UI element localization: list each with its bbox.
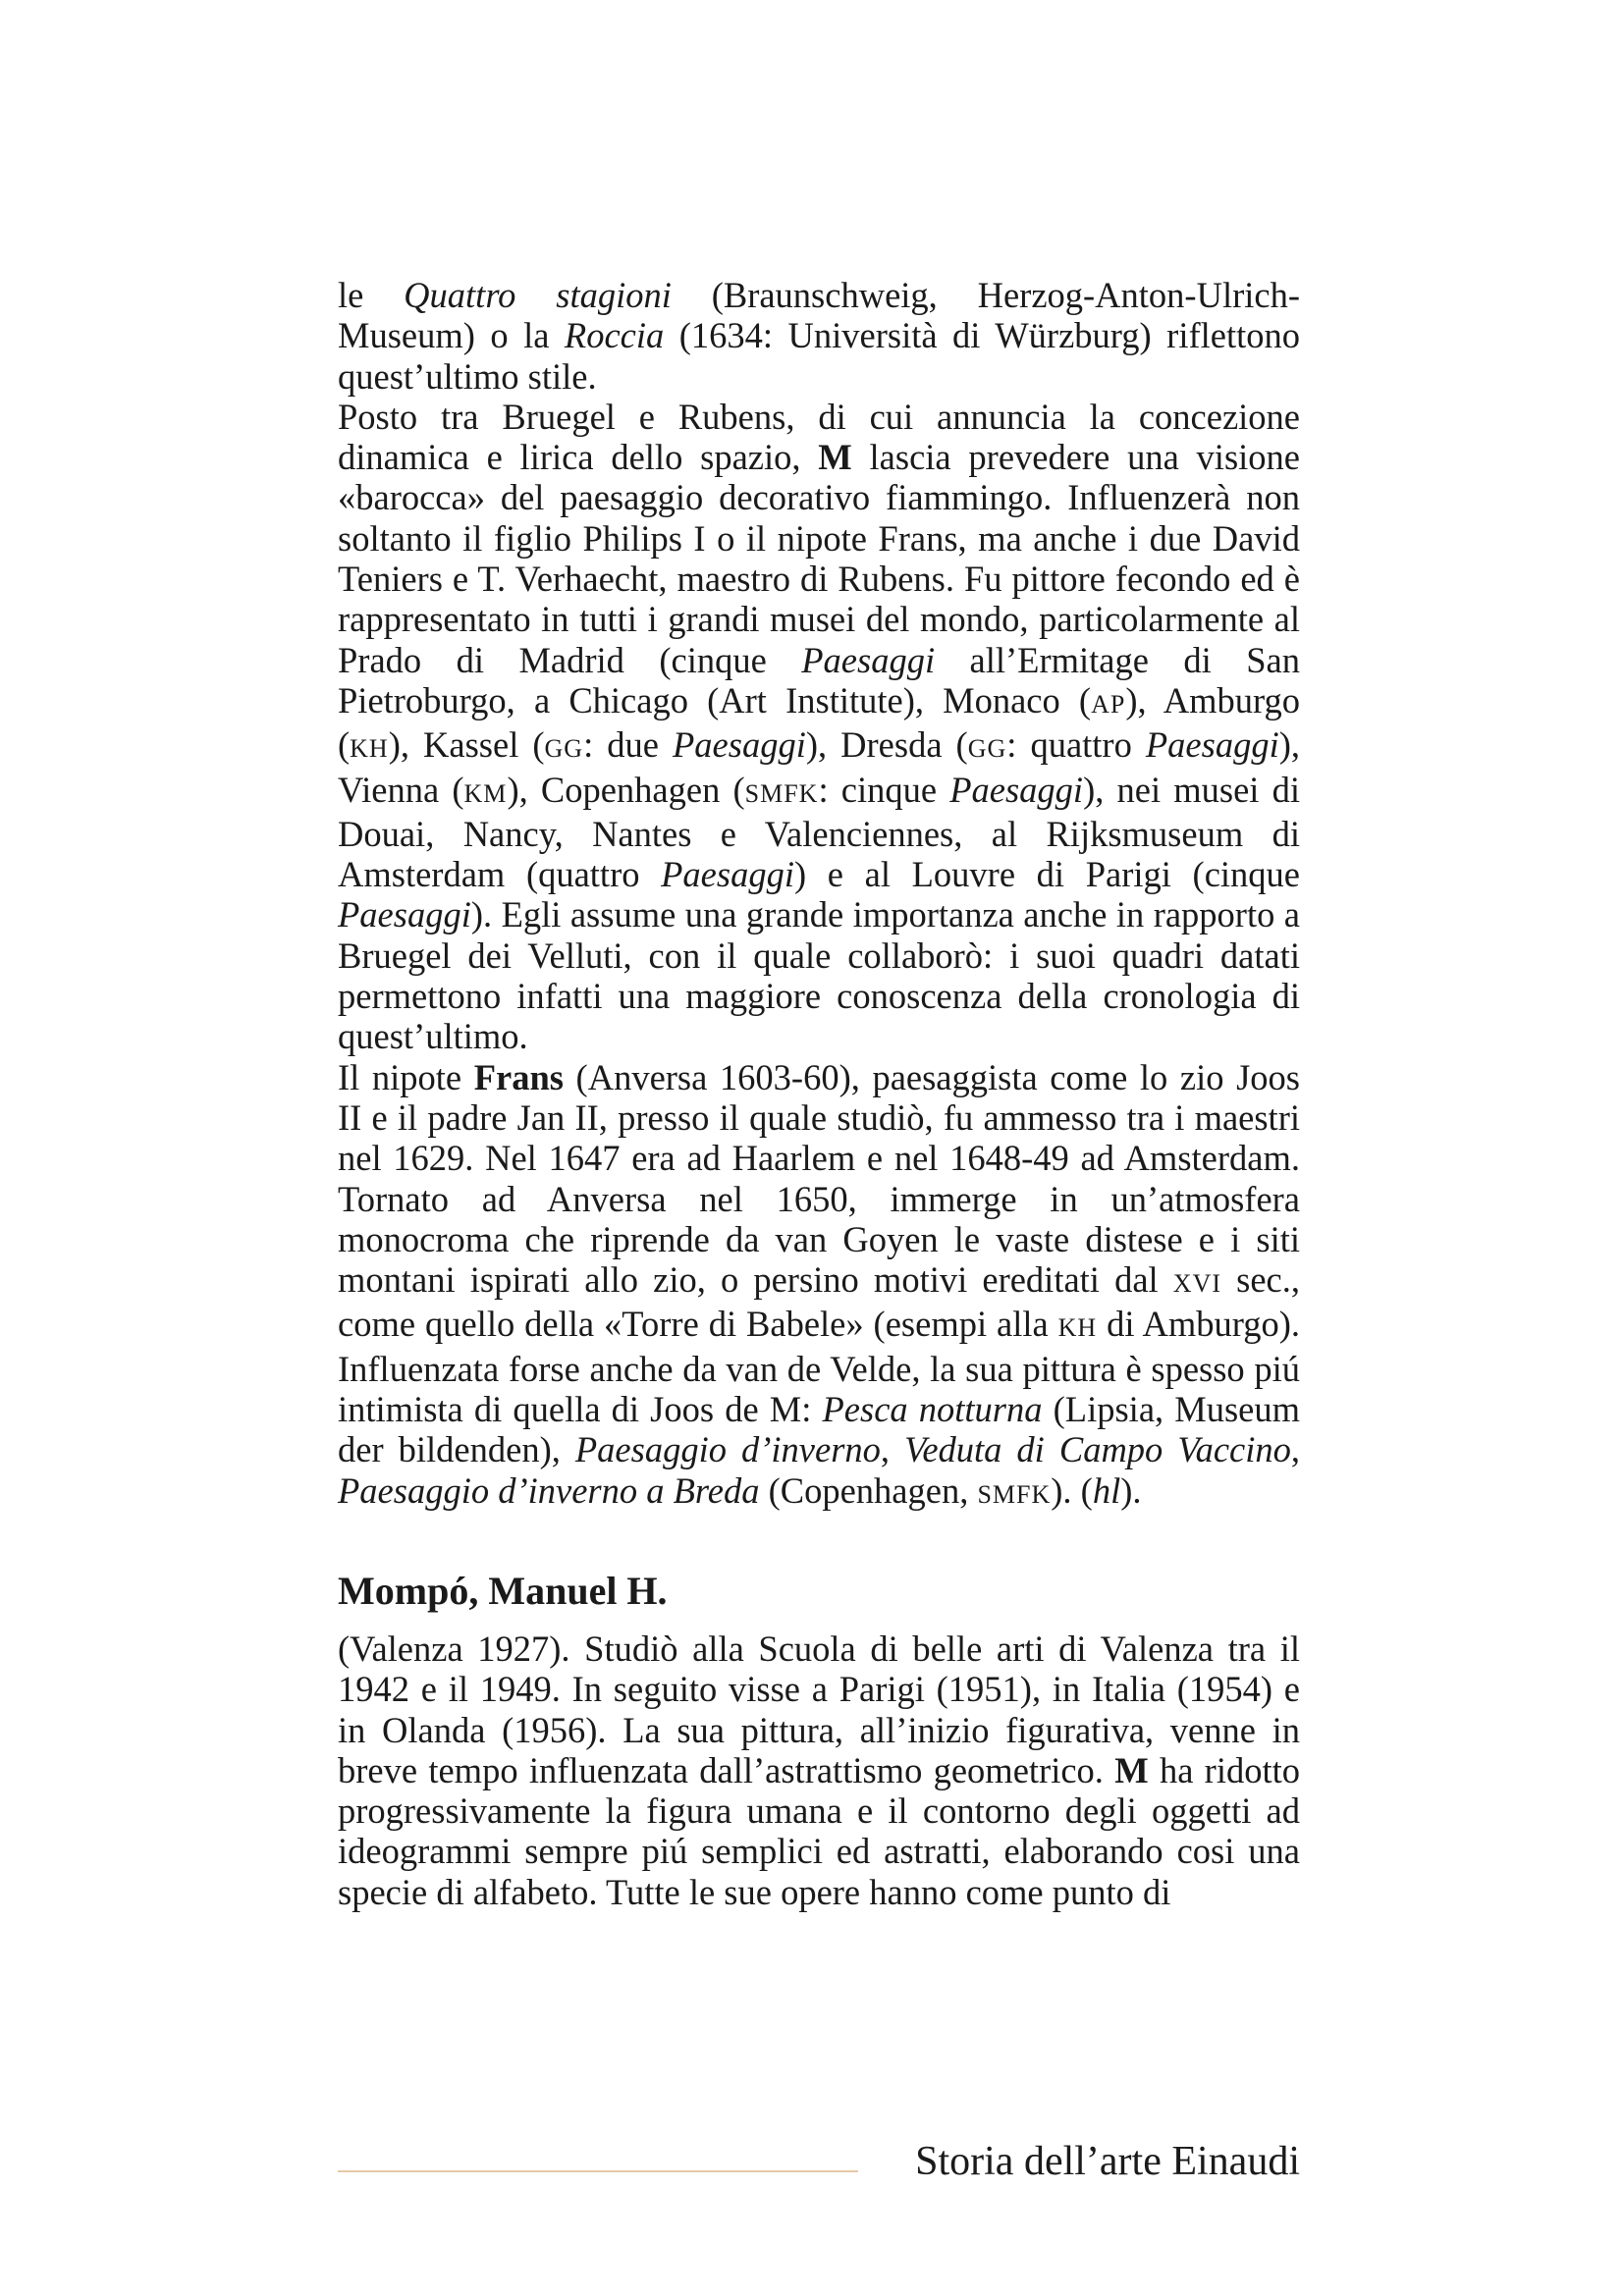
text-run: ), Vienna (	[338, 724, 1300, 810]
small-caps-text: XVI	[1172, 1269, 1222, 1299]
text-run: ) e al Louvre di Parigi (cinque	[793, 854, 1300, 895]
text-run: (1634: Università di Würzburg) riflettono quest’ultimo stile.	[338, 315, 1300, 397]
text-run: all’Ermitage di San Pietroburgo, a Chicago (Art Institute), Monaco (	[338, 639, 1300, 721]
italic-text: Roccia	[564, 315, 665, 356]
italic-text: Paesaggi	[801, 639, 936, 680]
text-run: ), Kassel (	[388, 724, 545, 766]
italic-text: Paesaggi	[1145, 724, 1279, 766]
page-footer	[338, 2135, 1300, 2190]
small-caps-text: KM	[463, 778, 508, 808]
footer-rule	[338, 2170, 858, 2172]
text-run: ). Egli assume una grande importanza anche in rapporto a Bruegel dei Velluti, con il quale collaborò: i suoi quadri datati permettono infatti una maggiore conoscenza della cronologia di quest’ultimo.	[338, 894, 1300, 1057]
text-run: ), Copenhagen (	[507, 769, 745, 810]
small-caps-text: KH	[350, 734, 389, 764]
italic-text: hl	[1092, 1469, 1121, 1511]
text-run: : quattro	[1006, 724, 1146, 766]
entry-body	[338, 1629, 1300, 1912]
small-caps-text: AP	[1091, 689, 1126, 719]
small-caps-text: KH	[1057, 1313, 1098, 1343]
italic-text: Pesca notturna	[822, 1389, 1043, 1430]
italic-text: Paesaggio d’inverno	[574, 1429, 881, 1470]
text-run: ,	[880, 1429, 905, 1470]
text-run: (Lipsia, Museum der bildenden),	[338, 1389, 1301, 1470]
text-run: ).	[1120, 1469, 1142, 1511]
paragraph	[338, 275, 1300, 397]
entry-body-previous	[338, 275, 1300, 1515]
italic-text: Paesaggio d’inverno a Breda	[338, 1469, 760, 1511]
text-run: ), Amburgo (	[338, 679, 1300, 766]
text-run: lascia prevedere una visione «barocca» del paesaggio decorativo fiammingo. Influenzerà non soltanto il figlio Philips I o il nipote Frans, ma anche i due David Teniers e T. Verhaecht, maestro di Rubens. Fu pittore fecondo ed è rappresentato in tutti i grandi musei del mondo, particolarmente al Prado di Madrid (cinque	[338, 437, 1300, 680]
entry-title: Mompó, Manuel H.	[338, 1568, 668, 1613]
text-run: sec., come quello della «Torre di Babele» (esempi alla	[338, 1259, 1301, 1345]
bold-text: M	[818, 437, 852, 478]
text-run: : due	[583, 724, 673, 766]
italic-text: Quattro stagioni	[404, 275, 672, 315]
text-column	[338, 275, 1300, 1912]
bold-text: Frans	[473, 1056, 564, 1097]
italic-text: Paesaggi	[949, 769, 1084, 810]
text-run: (Copenhagen,	[759, 1469, 978, 1511]
text-run: ,	[1290, 1429, 1300, 1470]
bold-text: M	[1114, 1749, 1149, 1790]
text-run: (Anversa 1603-60), paesaggista come lo zio Joos II e il padre Jan II, presso il quale studiò, fu ammesso tra i maestri nel 1629. Nel 1647 era ad Haarlem e nel 1648-49 ad Amsterdam. Tornato ad Anversa nel 1650, immerge in un’atmosfera monocroma che riprende da van Goyen le vaste distese e i siti montani ispirati allo zio, o persino motivi ereditati dal	[338, 1056, 1300, 1301]
small-caps-text: SMFK	[744, 778, 819, 808]
paragraph	[338, 1057, 1300, 1515]
small-caps-text: SMFK	[977, 1479, 1052, 1509]
paragraph	[338, 397, 1300, 1057]
text-run: Posto tra Bruegel e Rubens, di cui annuncia la concezione dinamica e lirica dello spazio,	[338, 396, 1300, 478]
text-run: ), nei musei di Douai, Nancy, Nantes e Valenciennes, al Rijksmuseum di Amsterdam (quattro	[338, 769, 1300, 895]
text-run: ha ridotto progressivamente la figura umana e il contorno degli oggetti ad ideogrammi sempre piú semplici ed astratti, elaborando cosi una specie di alfabeto. Tutte le sue opere hanno come punto di	[338, 1749, 1301, 1912]
text-run: (Braunschweig, Herzog-Anton-Ulrich-Museum) o la	[338, 275, 1300, 356]
small-caps-text: GG	[967, 734, 1007, 764]
text-run: (Valenza 1927). Studiò alla Scuola di belle arti di Valenza tra il 1942 e il 1949. In seguito visse a Parigi (1951), in Italia (1954) e in Olanda (1956). La sua pittura, all’inizio figurativa, venne in breve tempo influenzata dall’astrattismo geometrico.	[338, 1628, 1300, 1790]
text-run: : cinque	[818, 769, 950, 810]
text-run: le	[338, 275, 405, 315]
footer-label: Storia dell’arte Einaudi	[915, 2139, 1300, 2184]
italic-text: Veduta di Campo Vaccino	[904, 1429, 1291, 1470]
small-caps-text: GG	[544, 734, 584, 764]
paragraph	[338, 1629, 1300, 1912]
text-run: ). (	[1051, 1469, 1093, 1511]
text-run: ), Dresda (	[805, 724, 968, 766]
italic-text: Paesaggi	[338, 894, 471, 935]
text-run: di Amburgo). Influenzata forse anche da van de Velde, la sua pittura è spesso piú intimista di quella di Joos de M:	[338, 1304, 1300, 1430]
italic-text: Paesaggi	[661, 854, 794, 895]
text-run: Il nipote	[338, 1056, 474, 1097]
italic-text: Paesaggi	[673, 724, 806, 766]
